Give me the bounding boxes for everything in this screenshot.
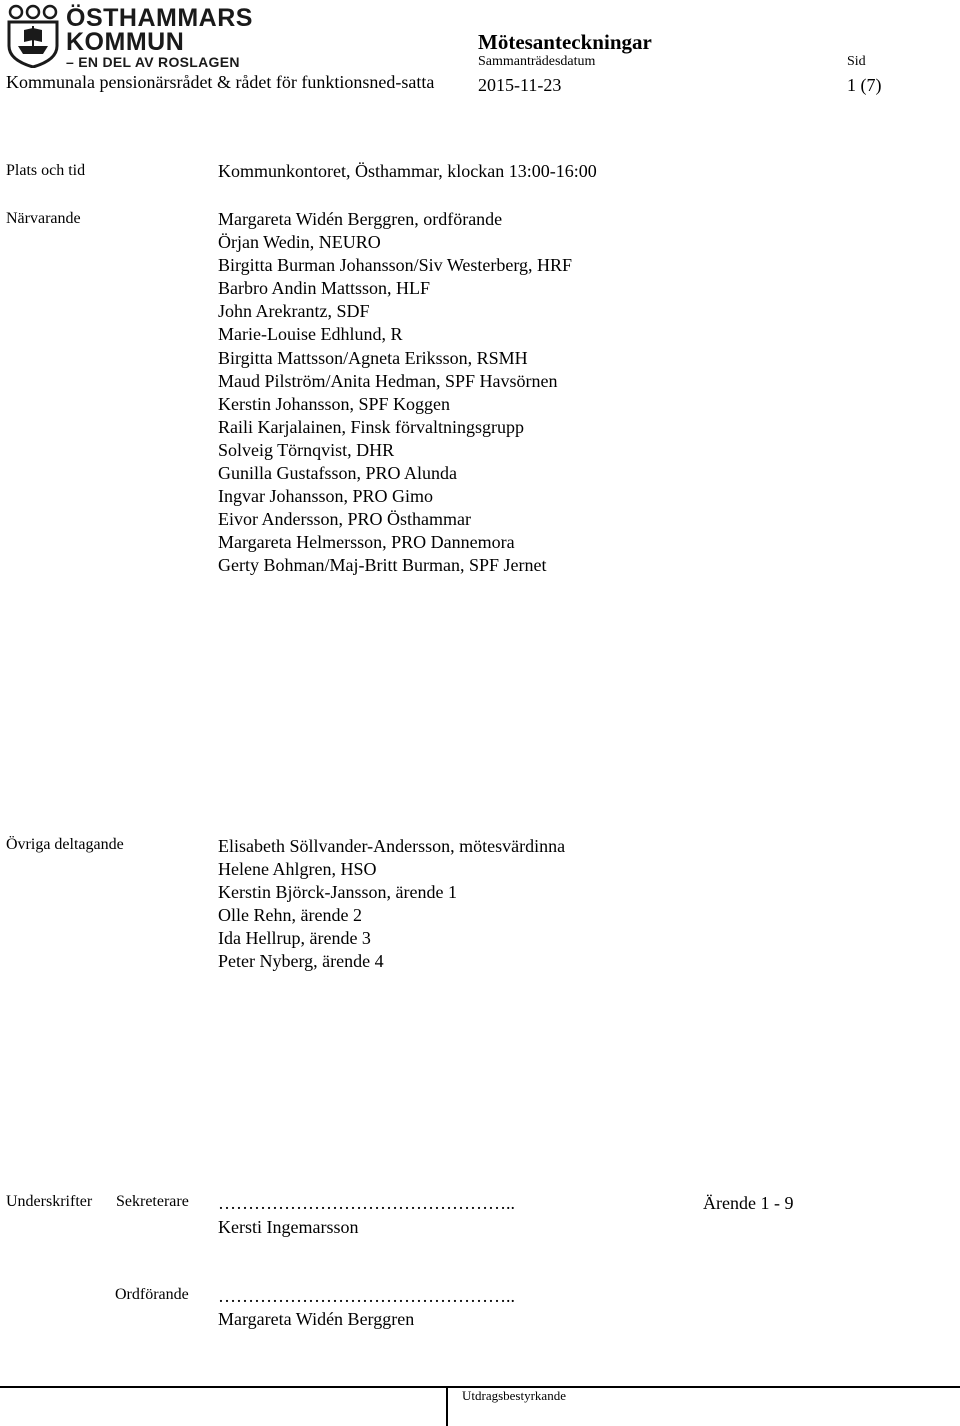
others-label: Övriga deltagande: [6, 836, 124, 853]
committee-name: Kommunala pensionärsrådet & rådet för funktionsned-satta: [6, 72, 435, 92]
list-item: Gunilla Gustafsson, PRO Alunda: [218, 463, 458, 484]
chair-name: Margareta Widén Berggren: [218, 1309, 415, 1329]
logo-tagline: – EN DEL AV ROSLAGEN: [66, 54, 240, 70]
page-number: 1 (7): [847, 75, 882, 95]
list-item: Kerstin Johansson, SPF Koggen: [218, 393, 451, 414]
list-item: Margareta Helmersson, PRO Dannemora: [218, 532, 515, 553]
place-value: Kommunkontoret, Östhammar, klockan 13:00-16:00: [218, 161, 597, 181]
list-item: Olle Rehn, ärende 2: [218, 905, 362, 926]
list-item: Gerty Bohman/Maj-Britt Burman, SPF Jernet: [218, 555, 547, 576]
place-label: Plats och tid: [6, 162, 86, 179]
list-item: Marie-Louise Edhlund, R: [218, 324, 403, 345]
page-label: Sid: [847, 54, 866, 69]
list-item: Elisabeth Söllvander-Andersson, mötesvärdinna: [218, 836, 566, 856]
matters-range: Ärende 1 - 9: [703, 1193, 794, 1213]
list-item: Ida Hellrup, ärende 3: [218, 928, 371, 949]
secretary-label: Sekreterare: [116, 1193, 189, 1210]
present-label: Närvarande: [6, 210, 81, 227]
list-item: Örjan Wedin, NEURO: [218, 232, 381, 253]
chair-signature-line: …………………………………………..: [218, 1286, 515, 1306]
secretary-signature-line: …………………………………………..: [218, 1193, 515, 1213]
others-list: [218, 835, 565, 974]
list-item: John Arekrantz, SDF: [218, 301, 370, 322]
signatures-label: Underskrifter: [6, 1193, 93, 1210]
list-item: Birgitta Mattsson/Agneta Eriksson, RSMH: [218, 347, 528, 368]
secretary-name: Kersti Ingemarsson: [218, 1217, 359, 1237]
meeting-date: 2015-11-23: [478, 75, 562, 95]
meeting-date-label: Sammanträdesdatum: [478, 54, 596, 69]
list-item: Maud Pilström/Anita Hedman, SPF Havsörnen: [218, 370, 558, 391]
list-item: Birgitta Burman Johansson/Siv Westerberg, HRF: [218, 255, 573, 276]
logo-name: ÖSTHAMMARS KOMMUN: [66, 4, 253, 56]
list-item: Ingvar Johansson, PRO Gimo: [218, 486, 433, 507]
extract-certification-label: Utdragsbestyrkande: [462, 1388, 566, 1403]
list-item: Kerstin Björck-Jansson, ärende 1: [218, 882, 457, 903]
list-item: Barbro Andin Mattsson, HLF: [218, 278, 431, 299]
ship-shield-icon: [6, 4, 60, 68]
list-item: Solveig Törnqvist, DHR: [218, 439, 395, 460]
list-item: Peter Nyberg, ärende 4: [218, 951, 384, 972]
list-item: Eivor Andersson, PRO Östhammar: [218, 509, 471, 530]
list-item: Raili Karjalainen, Finsk förvaltningsgrupp: [218, 416, 524, 437]
list-item: Helene Ahlgren, HSO: [218, 859, 377, 880]
municipality-logo: [6, 4, 253, 70]
document-title: Mötesanteckningar: [478, 30, 652, 54]
present-list: [218, 208, 572, 578]
list-item: Margareta Widén Berggren, ordförande: [218, 209, 503, 229]
chair-label: Ordförande: [115, 1286, 189, 1303]
footer-column-divider: [446, 1386, 448, 1426]
